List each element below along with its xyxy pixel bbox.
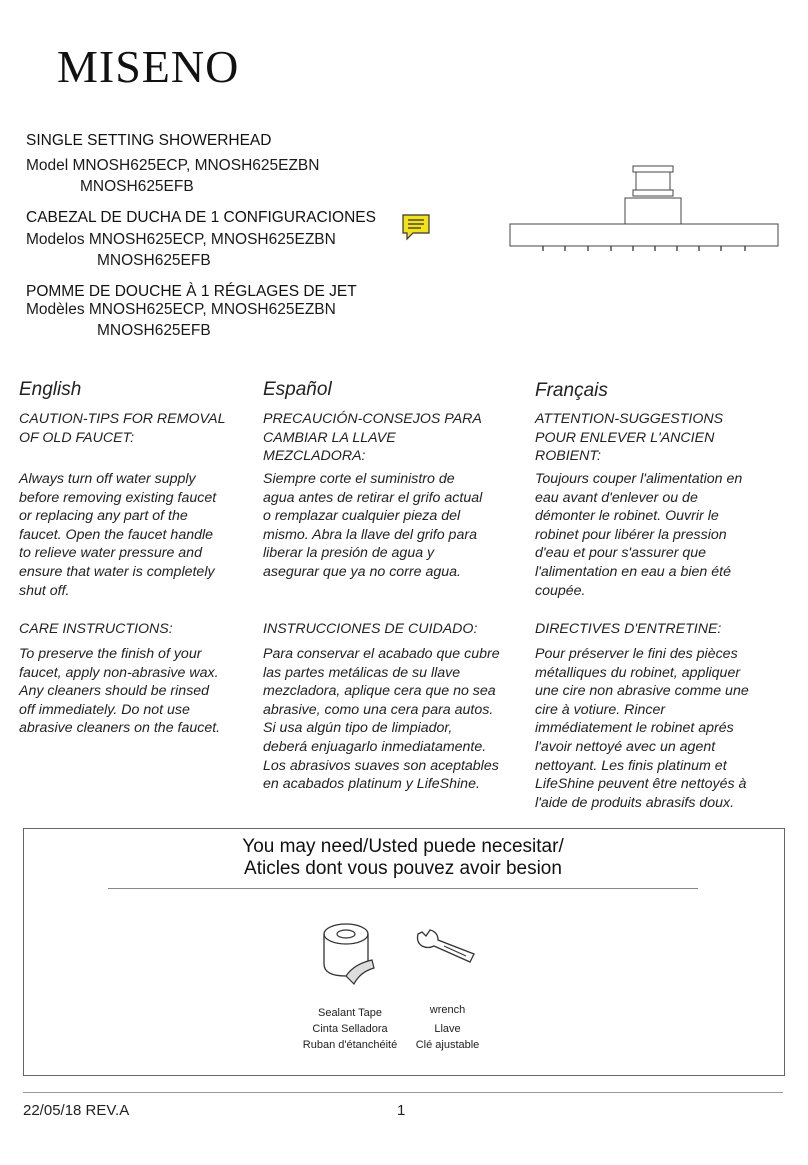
english-heading: English	[19, 379, 82, 400]
english-care-title: CARE INSTRUCTIONS:	[19, 621, 173, 637]
english-caution-text: Always turn off water supply before removing existing faucet or replacing any part of the faucet. Open the faucet handle to relieve water pressure and ensure that water is completely shut off.	[19, 471, 217, 599]
spanish-caution-text: Siempre corte el suministro de agua antes de retirar el grifo actual o remplazar cualquier pieza del mismo. Abra la llave del grifo para liberar la presión de agua y asegurar que ya no corre agua.	[263, 471, 483, 580]
tools-box-divider	[108, 888, 698, 889]
french-care-title: DIRECTIVES D'ENTRETINE:	[535, 621, 722, 637]
fr-model-line-1: Modèles MNOSH625ECP, MNOSH625EZBN	[26, 301, 336, 318]
en-model-line-2: MNOSH625EFB	[80, 178, 194, 195]
revision-date: 22/05/18 REV.A	[23, 1102, 130, 1119]
es-model-line-1: Modelos MNOSH625ECP, MNOSH625EZBN	[26, 231, 336, 248]
spanish-heading: Español	[263, 379, 332, 400]
wrench-icon	[414, 928, 478, 968]
tools-box-title: You may need/Usted puede necesitar/ Aticles dont vous pouvez avoir besion	[242, 836, 564, 879]
english-caution-title: CAUTION-TIPS FOR REMOVAL OF OLD FAUCET:	[19, 411, 226, 446]
en-model-line-1: Model MNOSH625ECP, MNOSH625EZBN	[26, 157, 320, 174]
french-caution-title: ATTENTION-SUGGESTIONS POUR ENLEVER L'ANCIEN ROBIENT:	[535, 411, 724, 465]
spanish-caution-title: PRECAUCIÓN-CONSEJOS PARA CAMBIAR LA LLAVE MEZCLADORA:	[263, 411, 482, 465]
es-product-title: CABEZAL DE DUCHA DE 1 CONFIGURACIONES	[26, 209, 376, 226]
sealant-tape-caption: Sealant Tape Cinta Selladora Ruban d'étanchéité	[302, 1007, 398, 1051]
sealant-tape-icon	[318, 920, 378, 992]
showerhead-illustration	[505, 164, 785, 258]
page-number: 1	[397, 1102, 406, 1119]
spanish-care-text: Para conservar el acabado que cubre las partes metálicas de su llave mezcladora, aplique cera que no sea abrasive, como una cera para autos. Si usa algún tipo de limpiador, deberá enjuagarlo inmediatamente. Los abrasivos suaves son aceptables en acabados platinum y LifeShine.	[263, 646, 500, 793]
comment-icon[interactable]	[401, 213, 431, 241]
en-product-title: SINGLE SETTING SHOWERHEAD	[26, 132, 272, 149]
brand-logo: MISENO	[57, 41, 240, 92]
spanish-care-title: INSTRUCCIONES DE CUIDADO:	[263, 621, 478, 637]
french-caution-text: Toujours couper l'alimentation en eau avant d'enlever ou de démonter le robinet. Ouvrir le robinet pour libérer la pression d'eau et pour s'assurer que l'alimentation en eau a bien été coupée.	[535, 471, 743, 599]
french-care-text: Pour préserver le fini des pièces métalliques du robinet, appliquer une cire non abrasive comme une cire à votiure. Rincer immédiatement le robinet aprés l'avoir nettoyé avec un agent nettoyant. Les finis platinum et LifeShine peuvent être nettoyés à l'aide de produits abrasifs doux.	[535, 646, 749, 811]
french-heading: Français	[535, 380, 608, 401]
wrench-caption: wrench Llave Clé ajustable	[415, 1004, 480, 1051]
es-model-line-2: MNOSH625EFB	[97, 252, 211, 269]
fr-product-title: POMME DE DOUCHE À 1 RÉGLAGES DE JET	[26, 283, 357, 300]
footer-divider	[23, 1092, 783, 1093]
english-care-text: To preserve the finish of your faucet, apply non-abrasive wax. Any cleaners should be rinsed off immediately. Do not use abrasive cleaners on the faucet.	[19, 646, 221, 737]
fr-model-line-2: MNOSH625EFB	[97, 322, 211, 339]
